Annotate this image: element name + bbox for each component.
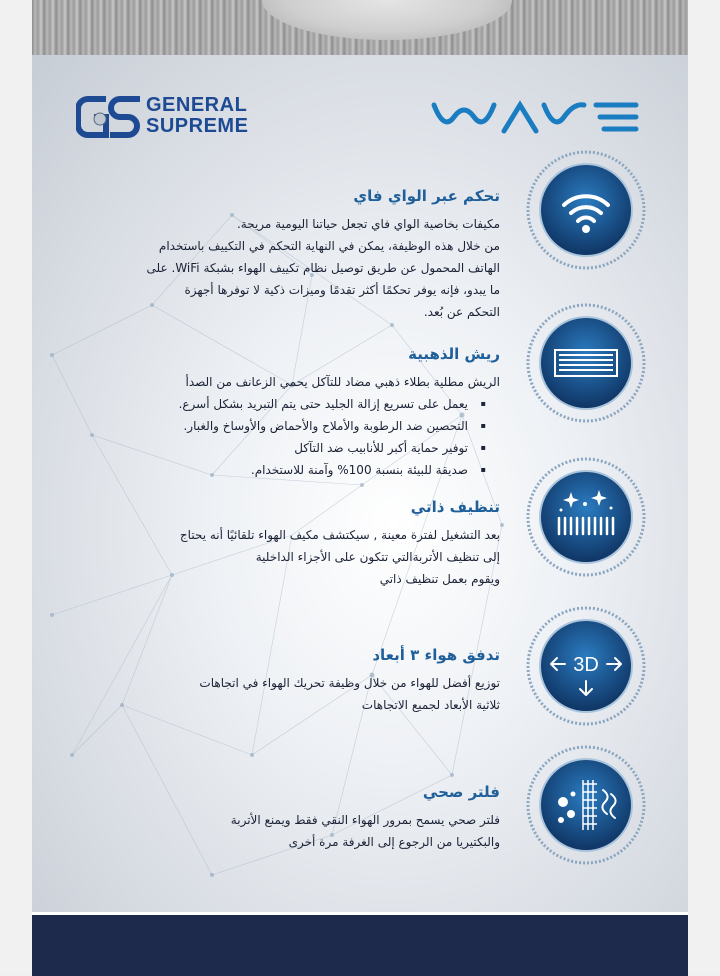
text-line: بعد التشغيل لفترة معينة , سيكتشف مكيف الهواء تلقائيًا أنه يحتاج xyxy=(179,528,500,542)
feature-list xyxy=(72,393,500,481)
section-3d-airflow xyxy=(72,646,500,716)
text-line: ثلاثية الأبعاد لجميع الاتجاهات xyxy=(361,698,500,712)
section-text xyxy=(72,672,500,716)
golden-fin-icon xyxy=(525,302,647,424)
section-wifi-control xyxy=(72,187,500,323)
section-title: فلتر صحي xyxy=(422,783,500,801)
section-title: تدفق هواء ٣ أبعاد xyxy=(372,646,500,664)
section-self-clean xyxy=(72,498,500,590)
product-photo-strip xyxy=(32,0,688,55)
health-filter-icon xyxy=(525,744,647,866)
page-margin-right xyxy=(688,0,720,973)
wifi-icon xyxy=(525,149,647,271)
text-line: التحكم عن بُعد. xyxy=(423,305,500,319)
self-clean-icon xyxy=(525,456,647,578)
section-intro: الريش مطلية بطلاء ذهبي مضاد للتآكل يحمي الزعانف من الصدأ xyxy=(185,375,500,389)
text-line: من خلال هذه الوظيفة، يمكن في النهاية التحكم في التكييف باستخدام xyxy=(158,239,500,253)
brand-line-1: GENERAL xyxy=(146,94,248,116)
text-line: والبكتيريا من الرجوع إلى الغرفة مرة أخرى xyxy=(288,835,500,849)
section-text xyxy=(72,213,500,323)
general-supreme-logo xyxy=(76,95,261,143)
section-title: ريش الذهبية xyxy=(408,345,500,363)
footer-bar xyxy=(32,912,688,976)
text-line: ويقوم بعمل تنظيف ذاتي xyxy=(379,572,500,586)
wave-logo xyxy=(430,97,640,137)
airflow-3d-icon xyxy=(525,605,647,727)
feature-panel xyxy=(32,55,688,912)
brand-line-2: SUPREME xyxy=(146,115,249,137)
3d-label: 3D xyxy=(573,654,599,676)
section-title: تحكم عبر الواي فاي xyxy=(353,187,500,205)
list-item: ▪ التحصين ضد الرطوبة والأملاح والأحماض والأوساخ والغبار. xyxy=(72,415,482,437)
list-item: ▪ توفير حماية أكبر للأنابيب ضد التآكل xyxy=(72,437,482,459)
text-line: إلى تنظيف الأتربةالتي تتكون على الأجزاء الداخلية xyxy=(255,550,500,564)
text-line: ما يبدو، فإنه يوفر تحكمًا أكثر تقدمًا وميزات ذكية لا توفرها أجهزة xyxy=(184,283,500,297)
section-title: تنظيف ذاتي xyxy=(410,498,500,516)
text-line: مكيفات بخاصية الواي فاي تجعل حياتنا اليومية مريحة. xyxy=(236,217,500,231)
section-text xyxy=(72,809,500,853)
list-item: ▪ يعمل على تسريع إزالة الجليد حتى يتم التبريد بشكل أسرع. xyxy=(72,393,482,415)
text-line: توزيع أفضل للهواء من خلال وظيفة تحريك الهواء في اتجاهات xyxy=(199,676,500,690)
section-health-filter xyxy=(72,783,500,853)
product-photo-object xyxy=(262,0,512,40)
list-item: ▪ صديقة للبيئة بنسبة 100% وآمنة للاستخدام. xyxy=(72,459,482,481)
section-golden-fin xyxy=(72,345,500,481)
brand-name xyxy=(146,95,248,137)
text-line: فلتر صحي يسمح بمرور الهواء النقي فقط ويمنع الأتربة xyxy=(230,813,500,827)
section-text xyxy=(72,524,500,590)
page-margin-left xyxy=(0,0,32,973)
text-line: الهاتف المحمول عن طريق توصيل نظام تكييف الهواء بشبكة WiFi. على xyxy=(146,261,500,275)
gs-logo-icon xyxy=(76,95,142,139)
